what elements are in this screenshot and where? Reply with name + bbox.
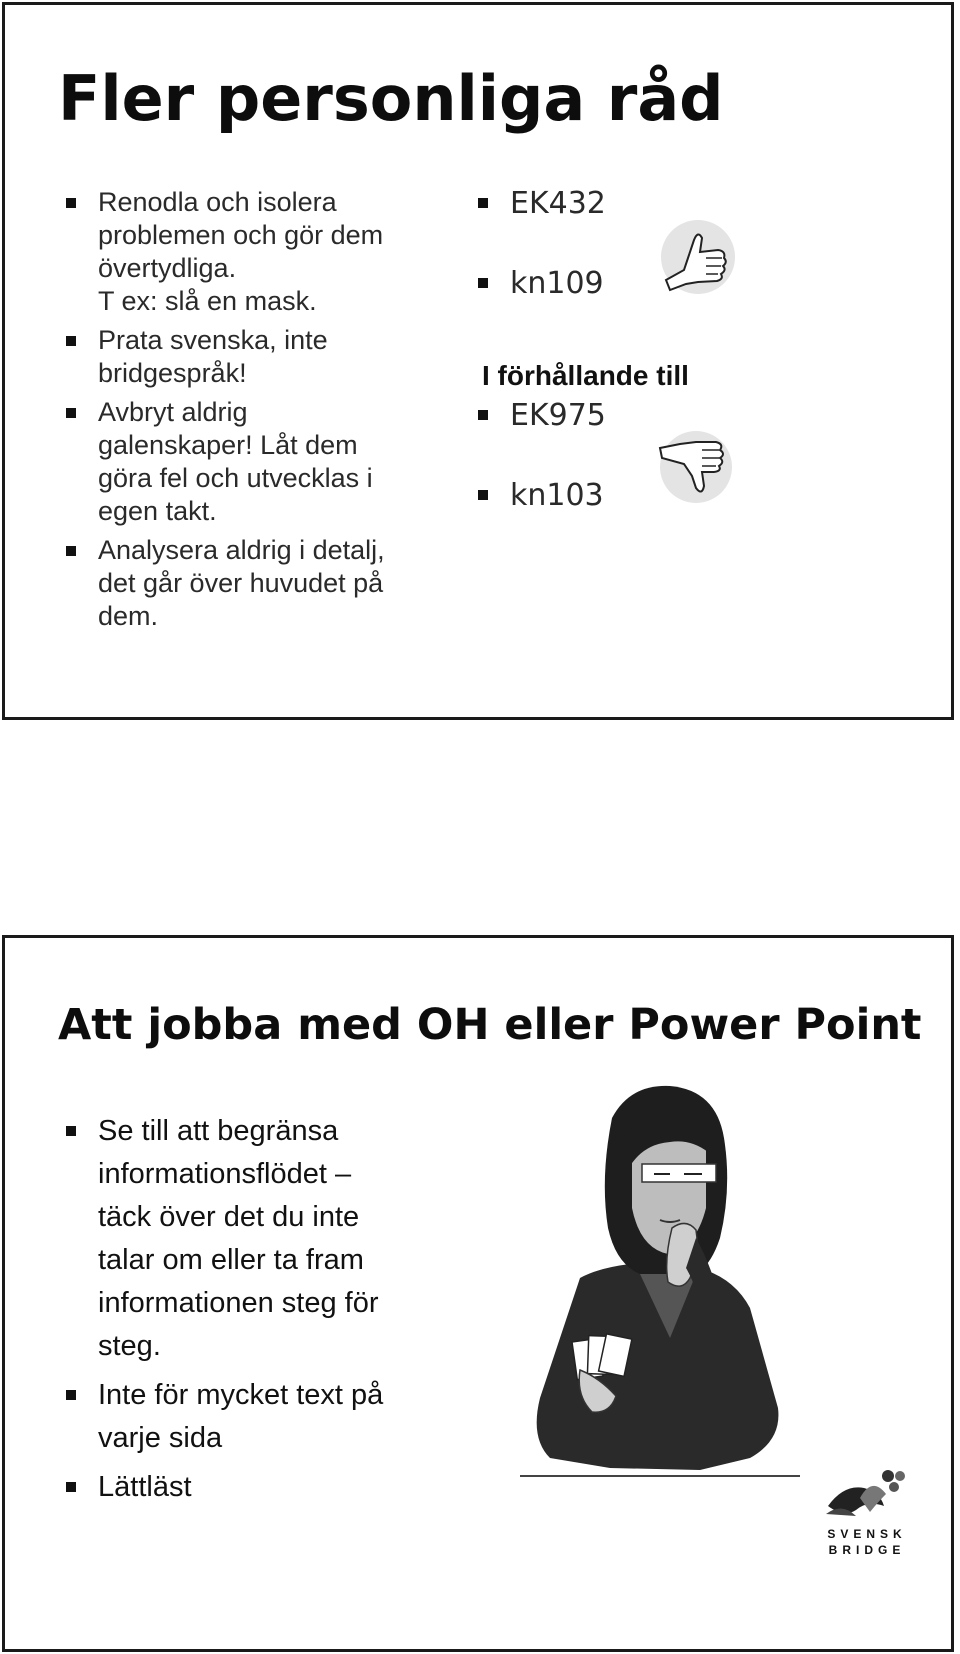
bullet-icon [478,198,488,208]
logo-line-2: BRIDGE [828,1543,906,1557]
bullet-line: det går över huvudet på [98,568,384,598]
bullet-line: täck över det du inte [98,1201,360,1233]
bullet-icon [66,336,76,346]
bullet-line: problemen och gör dem [98,220,384,250]
bullet-line: Renodla och isolera [98,187,337,217]
bullet-line: informationsflödet – [98,1158,352,1190]
bullet-icon [66,1390,76,1400]
bullet-line: galenskaper! Låt dem [98,430,358,460]
bullet-icon [478,278,488,288]
slide-2-title: Att jobba med OH eller Power Point [58,1000,922,1050]
bullet-icon [478,490,488,500]
bullet-icon [66,1126,76,1136]
bullet-line: Lättläst [98,1471,192,1503]
thumbs-down-icon [656,428,736,506]
bullet-line: talar om eller ta fram [98,1244,364,1276]
bullet-line: Se till att begränsa [98,1115,339,1147]
list-item [58,1466,478,1509]
bullet-line: steg. [98,1330,161,1362]
list-item [58,1110,478,1368]
bullet-icon [66,198,76,208]
thumbs-up-icon [658,218,738,296]
bullet-line: göra fel och utvecklas i [98,463,373,493]
hand-code: EK432 [510,186,606,221]
bullet-icon [66,546,76,556]
bullet-line: informationen steg för [98,1287,379,1319]
slide-1-title: Fler personliga råd [58,62,724,135]
svensk-bridge-logo [820,1466,910,1524]
list-item [58,396,458,528]
bullet-line: bridgespråk! [98,358,247,388]
bullet-line: Prata svenska, inte [98,325,328,355]
hand-code: kn109 [510,266,604,301]
bullet-line: Inte för mycket text på [98,1379,384,1411]
bullet-line: dem. [98,601,159,631]
logo-wordmark [822,1526,912,1558]
list-item [58,534,458,633]
comparison-subheading: I förhållande till [482,360,689,391]
hand-code: EK975 [510,398,606,433]
bullet-line: T ex: slå en mask. [98,286,317,316]
hand-code: kn103 [510,478,604,513]
bullet-line: Analysera aldrig i detalj, [98,535,385,565]
thinking-player-illustration [520,1078,800,1488]
bullet-icon [478,410,488,420]
slide-2-bullets [58,1110,478,1515]
slide-1-left-bullets [58,186,458,639]
bullet-line: egen takt. [98,496,217,526]
list-item [58,186,458,318]
bullet-line: varje sida [98,1422,223,1454]
logo-line-1: SVENSK [827,1527,907,1541]
list-item [58,324,458,390]
bullet-icon [66,408,76,418]
bullet-icon [66,1482,76,1492]
list-item [58,1374,478,1460]
bullet-line: övertydliga. [98,253,237,283]
bullet-line: Avbryt aldrig [98,397,248,427]
